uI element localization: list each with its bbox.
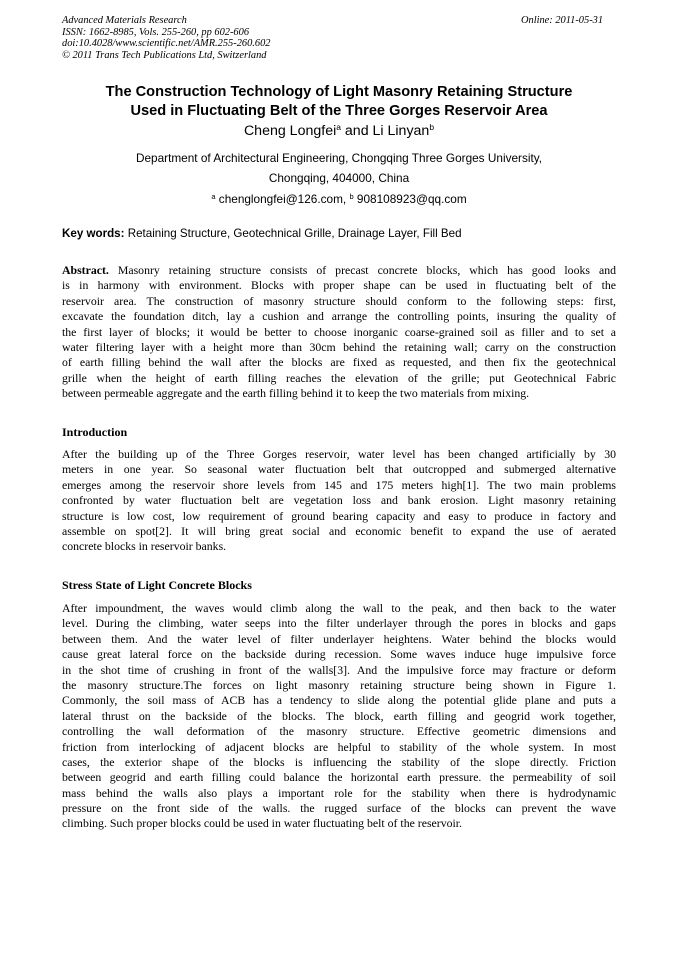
abstract-line: between permeable aggregate and the earth filling behind it to keep the two materials from mixing. (62, 386, 530, 401)
paragraph-line: climbing. Such proper blocks could be used in water fluctuating belt of the reservoir. (62, 816, 463, 831)
paragraph-line: emerges among the reservoir shore levels from 145 and 175 meters high[1]. The two main problems (62, 477, 616, 492)
author-2: Li Linyan (372, 123, 430, 139)
paragraph-line: mass behind the walls also plays a important role for the stability when there is hydrodynamic (62, 785, 616, 800)
journal-copyright: © 2011 Trans Tech Publications Ltd, Switzerland (62, 49, 267, 61)
paragraph-line: lateral thrust on the backside of the blocks. The block, earth filling and geogrid work together, (62, 708, 616, 723)
journal-name: Advanced Materials Research (62, 15, 187, 26)
paragraph-line: cause great lateral force on the backside during recession. Some waves induce huge impulsive force (62, 647, 616, 662)
email-b-sup: b (349, 192, 354, 201)
abstract-label: Abstract. (62, 263, 109, 277)
introduction-paragraph (62, 447, 616, 555)
stress-state-paragraph (62, 601, 616, 832)
section-heading-introduction: Introduction (62, 425, 128, 439)
online-date (521, 15, 603, 27)
journal-issn: ISSN: 1662-8985, Vols. 255-260, pp 602-606 (62, 26, 250, 38)
paragraph-line: in the shot time of crushing in front of the walls[3]. And the impulsive force may fracture or deform (62, 662, 616, 677)
paragraph-line: pressure on the front side of the walls. the rugged surface of the blocks can prevent the wave (62, 801, 616, 816)
abstract-line: of earth filling behind the wall after the blocks are fixed as requested, and then fix the geotechnical (62, 355, 616, 370)
paragraph-line: cases, the exterior shape of the blocks is influencing the stability of the slope directly. Friction (62, 754, 616, 769)
keywords-label: Key words: (62, 227, 125, 240)
paragraph-line: friction from interlocking of adjacent blocks are helpful to stability of the whole system. In most (62, 739, 616, 754)
email-a: chenglongfei@126.com, (215, 192, 350, 206)
paragraph-line: After impoundment, the waves would climb along the wall to the peak, and then back to the water (62, 601, 616, 615)
paragraph-line: concrete blocks in reservoir banks. (62, 539, 227, 554)
journal-header (62, 15, 270, 61)
abstract-line: excavate the foundation ditch, lay a cushion and arrange the controlling points, insuring the quality of (62, 309, 616, 324)
abstract-line: Abstract. Masonry retaining structure consists of precast concrete blocks, which has good looks and (62, 263, 616, 277)
abstract-line: is in harmony with environment. Blocks with proper shape can be used in fluctuating belt of the (62, 278, 616, 293)
author-emails (62, 192, 616, 206)
keywords-text: Retaining Structure, Geotechnical Grille, Drainage Layer, Fill Bed (124, 227, 462, 240)
email-b: 908108923@qq.com (353, 192, 467, 206)
section-heading-stress-state: Stress State of Light Concrete Blocks (62, 578, 252, 592)
title-line-1: The Construction Technology of Light Masonry Retaining Structure (105, 84, 573, 100)
email-a-sup: a (211, 192, 216, 201)
paragraph-line: assemble on spot[2]. It will bring great social and economic benefit to expand the use of aerated (62, 523, 616, 538)
author-2-sup: b (429, 122, 435, 132)
paragraph-line: Commonly, the soil mass of ACB has a tendency to slide along the potential glide plane and puts a (62, 693, 616, 708)
online-date-text: Online: 2011-05-31 (521, 15, 604, 26)
abstract-line: the first layer of blocks; it would be better to choose inorganic coarse-grained soil as filler and to set a (62, 324, 616, 339)
title-line-2: Used in Fluctuating Belt of the Three Gorges Reservoir Area (130, 103, 548, 119)
author-conjunction: and (340, 123, 373, 139)
abstract-line: water filtering layer with a height more than 30cm behind the retaining wall; carry on the construction (62, 339, 616, 354)
author-1-sup: a (336, 122, 341, 132)
paragraph-line: confronted by water fluctuation belt are vegetation loss and bank erosion. Light masonry retaining (62, 493, 616, 508)
paragraph-line: structure is low cost, low requirement of ground bearing capacity and easy to produce in factory and (62, 508, 616, 523)
abstract-line: reservoir area. The construction of masonry structure should conform to the following steps: first, (62, 293, 616, 308)
paper-title (62, 83, 616, 121)
paragraph-line: After the building up of the Three Gorges reservoir, water level has been changed artificially by 30 (62, 447, 616, 461)
abstract-line: grille when the height of earth filling reaches the elevation of the grille; put Geotechnical Fabric (62, 370, 616, 385)
affiliation-line-1: Department of Architectural Engineering, Chongqing Three Gorges University, (135, 151, 543, 165)
author-1: Cheng Longfei (243, 123, 337, 139)
abstract (62, 263, 616, 402)
paragraph-line: level. During the climbing, water seeps into the filter underlayer through the pores in blocks and gaps (62, 616, 616, 631)
affiliation-line-2: Chongqing, 404000, China (268, 171, 410, 185)
author-list (62, 122, 616, 140)
keywords (62, 227, 616, 241)
paragraph-line: meters in one year. So seasonal water fluctuation belt that outcropped and submerged alternative (62, 462, 616, 477)
paragraph-line: the masonry structure.The forces on light masonry retaining structure being shown in Figure 1. (62, 677, 616, 692)
paragraph-line: between them. And the water level of filter underlayer heightens. Water behind the blocks would (62, 631, 616, 646)
paragraph-line: controlling the wall deformation of the masonry structure. Effective geometric dimensions and (62, 724, 616, 739)
paragraph-line: between geogrid and earth filling could balance the horizontal earth pressure. the permeability of soil (62, 770, 616, 785)
journal-doi: doi:10.4028/www.scientific.net/AMR.255-260.602 (62, 38, 271, 50)
